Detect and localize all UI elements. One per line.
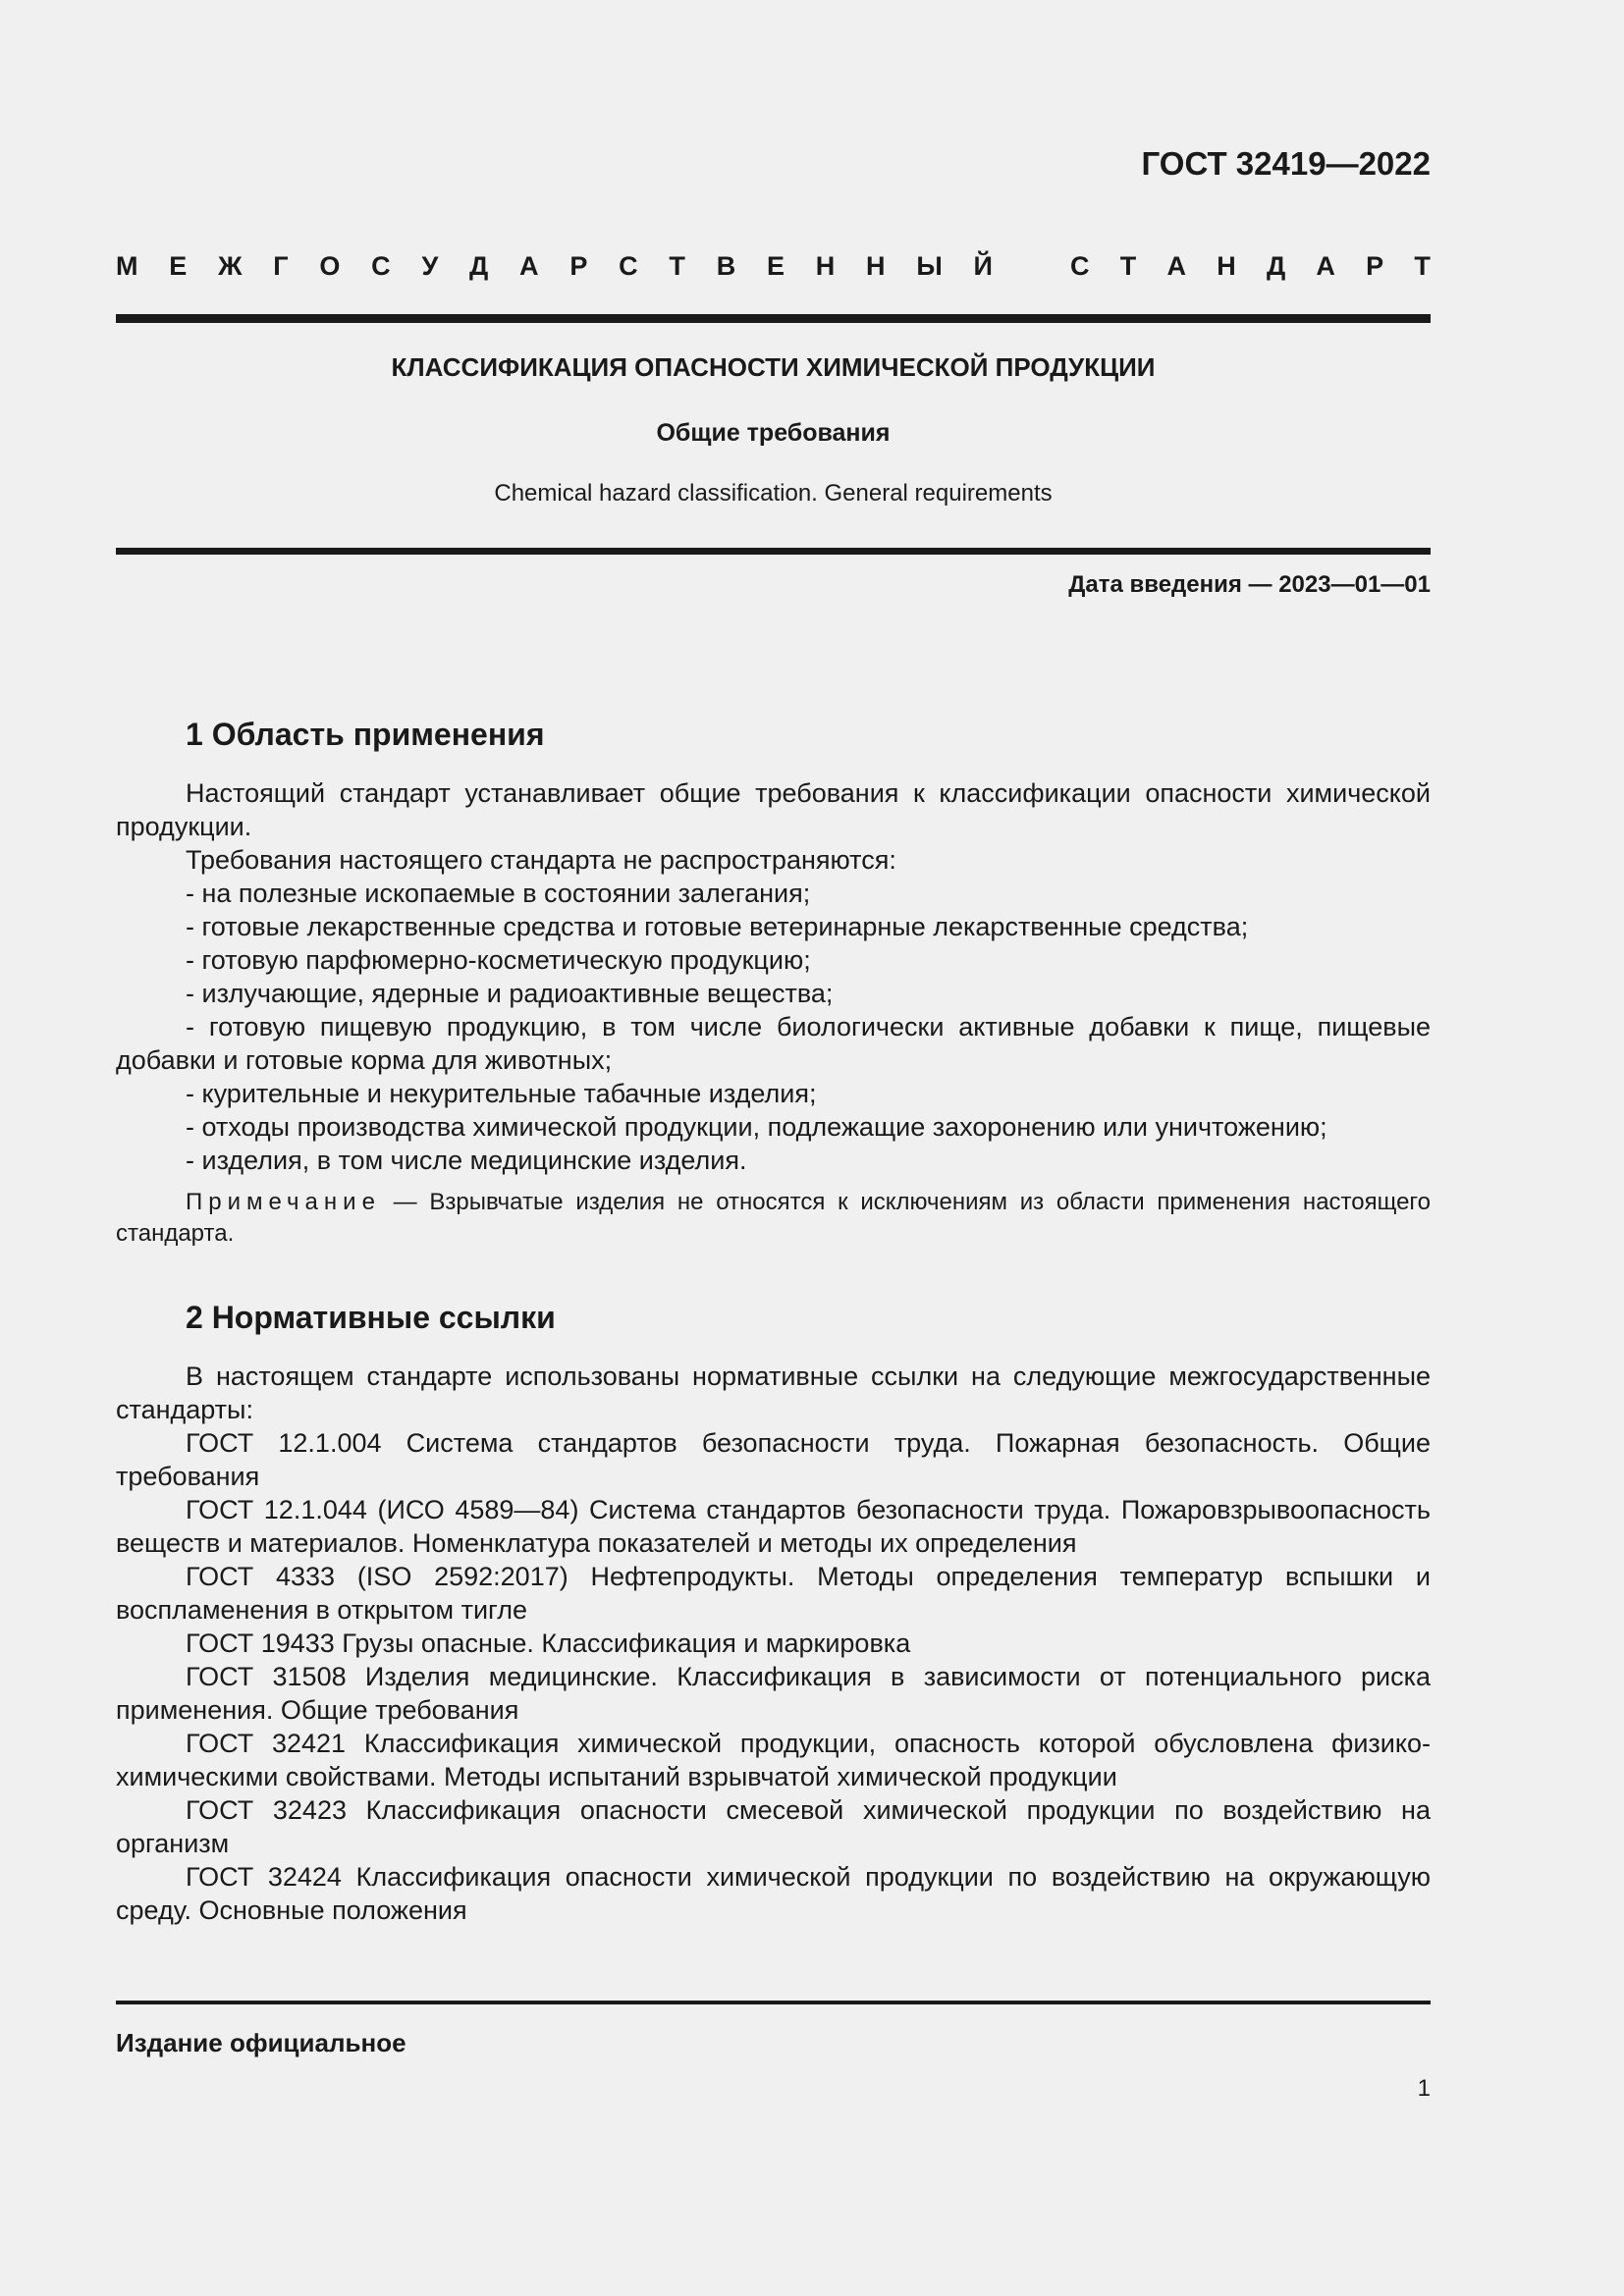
document-subtitle: Общие требования [656, 419, 891, 447]
normative-reference: ГОСТ 31508 Изделия медицинские. Классификация в зависимости от потенциального риска применения. Общие требования [116, 1662, 1431, 1725]
letter: В [716, 251, 736, 281]
exclusions-list [116, 877, 1431, 1177]
section-1-paragraph: Настоящий стандарт устанавливает общие требования к классификации опасности химической продукции. [116, 778, 1431, 841]
section-2-intro: В настоящем стандарте использованы нормативные ссылки на следующие межгосударственные стандарты: [116, 1362, 1431, 1424]
letter: Т [669, 251, 685, 281]
letter: Р [1366, 251, 1384, 281]
normative-reference: ГОСТ 12.1.004 Система стандартов безопасности труда. Пожарная безопасность. Общие требования [116, 1428, 1431, 1491]
list-item: - изделия, в том числе медицинские изделия. [186, 1146, 747, 1175]
list-item: - на полезные ископаемые в состоянии залегания; [186, 879, 811, 908]
normative-reference: ГОСТ 4333 (ISO 2592:2017) Нефтепродукты. Методы определения температур вспышки и воспламенения в открытом тигле [116, 1562, 1431, 1625]
gost-code: ГОСТ 32419—2022 [1141, 145, 1431, 182]
standard-type-word2 [1070, 251, 1431, 282]
document-body [116, 715, 1431, 1927]
letter: Р [569, 251, 588, 281]
standard-type [116, 251, 1431, 282]
page-number: 1 [1417, 2075, 1431, 2102]
normative-reference: ГОСТ 32421 Классификация химической продукции, опасность которой обусловлена физико-химическими свойствами. Методы испытаний взрывчатой химической продукции [116, 1729, 1431, 1791]
letter: М [116, 251, 138, 281]
letter: Т [1119, 251, 1137, 281]
letter: С [1070, 251, 1090, 281]
standard-type-word1 [116, 251, 993, 282]
title-rule [116, 548, 1431, 555]
section-2-heading: 2 Нормативные ссылки [186, 1300, 556, 1335]
letter: Н [1217, 251, 1236, 281]
list-item: - готовые лекарственные средства и готовые ветеринарные лекарственные средства; [186, 912, 1249, 941]
normative-reference: ГОСТ 12.1.044 (ИСО 4589—84) Система стандартов безопасности труда. Пожаровзрывоопасность веществ и материалов. Номенклатура показателей и методы их определения [116, 1495, 1431, 1558]
letter: Д [469, 251, 489, 281]
document-title: КЛАССИФИКАЦИЯ ОПАСНОСТИ ХИМИЧЕСКОЙ ПРОДУКЦИИ [391, 352, 1156, 382]
letter: Д [1266, 251, 1286, 281]
list-item: - курительные и некурительные табачные изделия; [186, 1079, 817, 1108]
letter: Ы [916, 251, 943, 281]
letter: Е [169, 251, 188, 281]
list-item: - готовую пищевую продукцию, в том числе биологически активные добавки к пище, пищевые добавки и готовые корма для животных; [116, 1012, 1431, 1075]
list-item: - отходы производства химической продукции, подлежащие захоронению или уничтожению; [186, 1112, 1327, 1142]
normative-reference: ГОСТ 32424 Классификация опасности химической продукции по воздействию на окружающую среду. Основные положения [116, 1862, 1431, 1925]
letter: А [519, 251, 539, 281]
letter: Е [766, 251, 785, 281]
letter: Т [1414, 251, 1431, 281]
letter: Г [273, 251, 289, 281]
letter: У [421, 251, 439, 281]
top-rule [116, 314, 1431, 323]
introduction-date: Дата введения — 2023—01—01 [1068, 571, 1431, 598]
note [116, 1187, 1431, 1250]
letter: Й [973, 251, 993, 281]
section-1-paragraph: Требования настоящего стандарта не распространяются: [186, 845, 896, 875]
letter: Н [815, 251, 836, 281]
letter: С [619, 251, 638, 281]
normative-reference: ГОСТ 32423 Классификация опасности смесевой химической продукции по воздействию на организм [116, 1795, 1431, 1858]
list-item: - излучающие, ядерные и радиоактивные вещества; [186, 979, 834, 1008]
letter: А [1316, 251, 1335, 281]
footer-rule [116, 2001, 1431, 2004]
letter: О [319, 251, 341, 281]
letter: Н [866, 251, 886, 281]
english-title: Chemical hazard classification. General requirements [494, 480, 1053, 507]
note-text: — Взрывчатые изделия не относятся к исключениям из области применения настоящего стандарта. [116, 1189, 1431, 1247]
official-edition-label: Издание официальное [116, 2028, 406, 2057]
letter: А [1166, 251, 1186, 281]
normative-reference: ГОСТ 19433 Грузы опасные. Классификация и маркировка [186, 1629, 911, 1658]
list-item: - готовую парфюмерно-косметическую продукцию; [186, 945, 811, 975]
letter: Ж [218, 251, 243, 281]
note-label: Примечание [186, 1189, 381, 1215]
letter: С [371, 251, 391, 281]
section-1-heading: 1 Область применения [186, 717, 545, 752]
